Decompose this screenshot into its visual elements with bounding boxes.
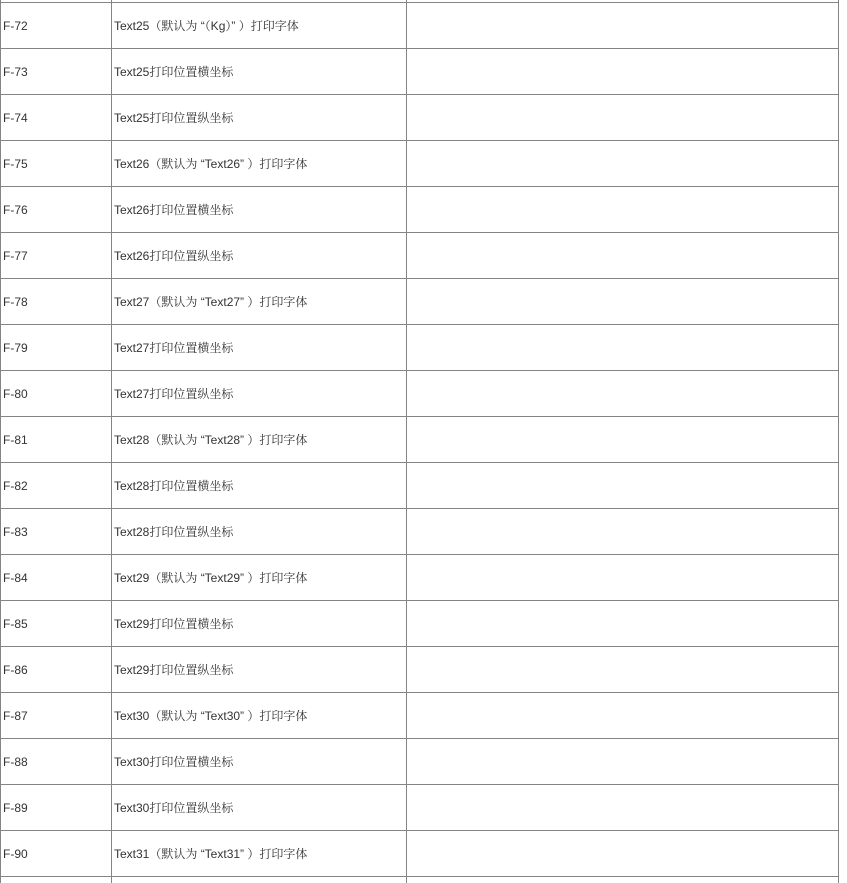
code-cell: F-89 <box>1 785 112 831</box>
table-row <box>1 279 839 325</box>
description-cell: Text29打印位置纵坐标 <box>112 647 407 693</box>
table-row <box>1 555 839 601</box>
value-cell <box>407 601 839 647</box>
value-cell <box>407 233 839 279</box>
table-row <box>1 187 839 233</box>
code-cell: F-77 <box>1 233 112 279</box>
table-row <box>1 601 839 647</box>
table-row <box>1 647 839 693</box>
value-cell <box>407 3 839 49</box>
code-cell: F-74 <box>1 95 112 141</box>
table-body <box>1 0 839 883</box>
value-cell <box>407 739 839 785</box>
value-cell <box>407 417 839 463</box>
description-cell <box>112 877 407 883</box>
code-cell <box>1 877 112 883</box>
code-cell: F-75 <box>1 141 112 187</box>
code-cell: F-73 <box>1 49 112 95</box>
value-cell <box>407 49 839 95</box>
table-row <box>1 463 839 509</box>
value-cell <box>407 95 839 141</box>
code-cell: F-81 <box>1 417 112 463</box>
code-cell: F-90 <box>1 831 112 877</box>
value-cell <box>407 187 839 233</box>
code-cell: F-79 <box>1 325 112 371</box>
description-cell: Text27打印位置纵坐标 <box>112 371 407 417</box>
description-cell: Text28（默认为 “Text28” ）打印字体 <box>112 417 407 463</box>
value-cell <box>407 647 839 693</box>
table-row <box>1 141 839 187</box>
value-cell <box>407 463 839 509</box>
description-cell: Text30打印位置横坐标 <box>112 739 407 785</box>
description-cell: Text25打印位置纵坐标 <box>112 95 407 141</box>
value-cell <box>407 831 839 877</box>
table-row <box>1 509 839 555</box>
value-cell <box>407 877 839 883</box>
value-cell <box>407 555 839 601</box>
code-cell: F-85 <box>1 601 112 647</box>
value-cell <box>407 371 839 417</box>
code-cell: F-76 <box>1 187 112 233</box>
description-cell: Text26（默认为 “Text26” ）打印字体 <box>112 141 407 187</box>
code-cell: F-83 <box>1 509 112 555</box>
table-row-partial-bottom <box>1 877 839 883</box>
description-cell: Text28打印位置纵坐标 <box>112 509 407 555</box>
value-cell <box>407 785 839 831</box>
description-cell: Text30打印位置纵坐标 <box>112 785 407 831</box>
description-cell: Text25（默认为 “（Kg）” ）打印字体 <box>112 3 407 49</box>
table-row <box>1 95 839 141</box>
table-row <box>1 693 839 739</box>
table-row <box>1 3 839 49</box>
description-cell: Text27（默认为 “Text27” ）打印字体 <box>112 279 407 325</box>
description-cell: Text26打印位置纵坐标 <box>112 233 407 279</box>
code-cell: F-86 <box>1 647 112 693</box>
description-cell: Text29（默认为 “Text29” ）打印字体 <box>112 555 407 601</box>
table-row <box>1 417 839 463</box>
value-cell <box>407 279 839 325</box>
table-row <box>1 325 839 371</box>
table-row <box>1 371 839 417</box>
code-cell: F-84 <box>1 555 112 601</box>
value-cell <box>407 693 839 739</box>
table-row <box>1 831 839 877</box>
description-cell: Text25打印位置横坐标 <box>112 49 407 95</box>
code-cell: F-80 <box>1 371 112 417</box>
table-row <box>1 49 839 95</box>
description-cell: Text31（默认为 “Text31” ）打印字体 <box>112 831 407 877</box>
table-row <box>1 739 839 785</box>
description-cell: Text27打印位置横坐标 <box>112 325 407 371</box>
code-cell: F-72 <box>1 3 112 49</box>
code-cell: F-82 <box>1 463 112 509</box>
description-cell: Text30（默认为 “Text30” ）打印字体 <box>112 693 407 739</box>
description-cell: Text28打印位置横坐标 <box>112 463 407 509</box>
value-cell <box>407 325 839 371</box>
value-cell <box>407 141 839 187</box>
value-cell <box>407 509 839 555</box>
table-row <box>1 785 839 831</box>
code-cell: F-78 <box>1 279 112 325</box>
code-cell: F-87 <box>1 693 112 739</box>
description-cell: Text26打印位置横坐标 <box>112 187 407 233</box>
code-cell: F-88 <box>1 739 112 785</box>
description-cell: Text29打印位置横坐标 <box>112 601 407 647</box>
table-row <box>1 233 839 279</box>
